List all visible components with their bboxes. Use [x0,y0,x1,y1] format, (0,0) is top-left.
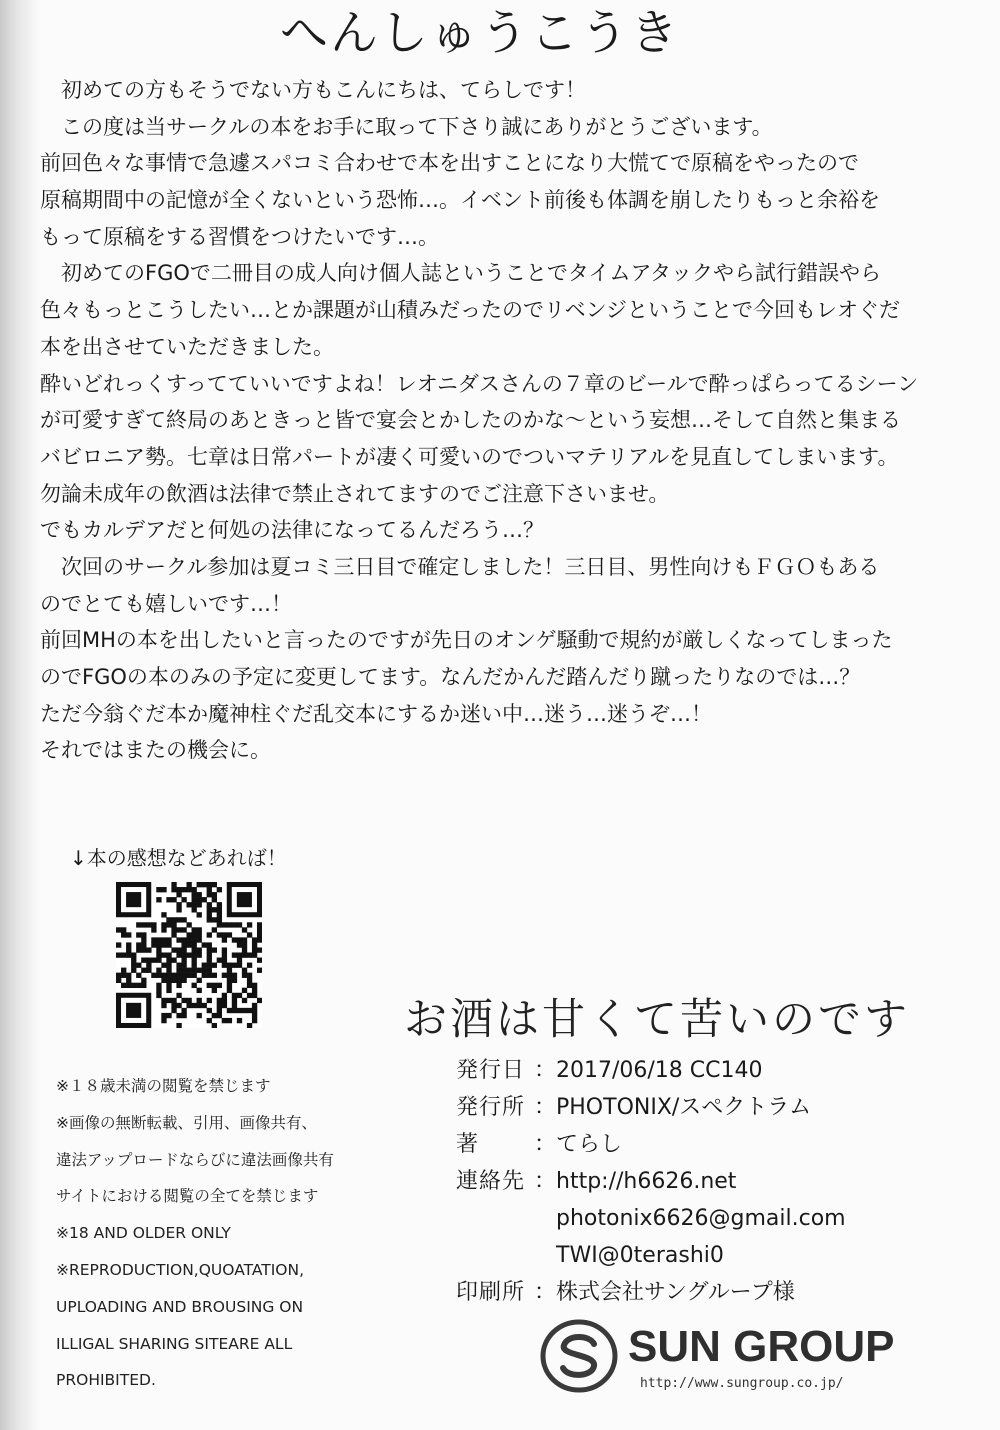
issue-date-row [456,1052,976,1089]
page-gutter-shadow [0,0,40,1430]
printer-value: 株式会社サングループ様 [556,1280,795,1305]
contact-twitter[interactable]: TWI@0terashi0 [556,1243,724,1268]
afterword-line: 勿論未成年の飲酒は法律で禁止されてますのでご注意下さいませ。 [40,481,670,506]
afterword-line: この度は当サークルの本をお手に取って下さり誠にありがとうございます。 [40,114,773,139]
printer-label: 印刷所 [456,1280,526,1305]
afterword-body [40,72,970,769]
colon: ： [534,1169,557,1194]
sun-group-logo-name: SUN GROUP [628,1322,895,1371]
notice-line: UPLOADING AND BROUSING ON [56,1297,304,1316]
publisher-value: PHOTONIX/スペクトラム [556,1095,812,1120]
author-value: てらし [556,1132,623,1157]
contact-email-row [456,1200,976,1237]
qr-caption: ↓本の感想などあれば！ [70,846,287,870]
afterword-heading: へんしゅうこうき [280,5,681,61]
afterword-line: 前回色々な事情で急遽スパコミ合わせで本を出すことになり大慌てで原稿をやったので [40,151,859,176]
afterword-line: 次回のサークル参加は夏コミ三日目で確定しました！三日目、男性向けもＦＧＯもある [40,554,880,579]
colophon [456,1052,976,1311]
author-row [456,1126,976,1163]
sun-group-url[interactable]: http://www.sungroup.co.jp/ [640,1376,844,1391]
author-label: 著 [456,1132,480,1157]
notice-line: ILLIGAL SHARING SITEARE ALL [56,1334,293,1353]
issue-date-value: 2017/06/18 CC140 [556,1058,763,1083]
publisher-label: 発行所 [456,1095,526,1120]
afterword-line: 初めての方もそうでない方もこんにちは、てらしです！ [40,78,586,102]
afterword-line: 酔いどれっくすってていいですよね！レオニダスさんの７章のビールで酔っぱらってるシーン [40,371,919,396]
notice-line: PROHIBITED. [56,1371,156,1390]
afterword-line: それではまたの機会に。 [40,738,271,763]
afterword-line: 前回MHの本を出したいと言ったのですが先日のオンゲ騒動で規約が厳しくなってしまった [40,628,893,653]
afterword-line: もって原稿をする習慣をつけたいです…。 [40,224,439,249]
sun-group-logo [540,1318,940,1398]
colon: ： [534,1280,557,1305]
contact-label: 連絡先 [456,1169,526,1194]
notice-line: ※１８歳未満の閲覧を禁じます [56,1077,271,1095]
afterword-line: バビロニア勢。七章は日常パートが凄く可愛いのでついマテリアルを見直してしまいます。 [40,444,899,469]
printer-row [456,1274,976,1311]
afterword-line: 原稿期間中の記憶が全くないという恐怖…。イベント前後も体調を崩したりもっと余裕を [40,188,880,213]
contact-url[interactable]: http://h6626.net [556,1169,737,1194]
contact-email[interactable]: photonix6626@gmail.com [556,1206,846,1231]
afterword-line: のでとても嬉しいです…！ [40,591,292,616]
notice-line: ※18 AND OLDER ONLY [56,1224,231,1243]
afterword-line: 色々もっとこうしたい…とか課題が山積みだったのでリベンジということで今回もレオぐだ [40,298,901,323]
qr-code-graphic [116,882,262,1028]
contact-twitter-row [456,1237,976,1274]
colon: ： [534,1058,557,1083]
afterword-line: 初めてのFGOで二冊目の成人向け個人誌ということでタイムアタックやら試行錯誤やら [40,261,881,286]
publisher-row [456,1089,976,1126]
afterword-line: が可愛すぎて終局のあときっと皆で宴会とかしたのかな〜という妄想…そして自然と集まる [40,408,901,433]
afterword-line: でもカルデアだと何処の法律になってるんだろう…？ [40,518,544,543]
issue-date-label: 発行日 [456,1058,526,1083]
colon: ： [534,1095,557,1120]
book-title: お酒は甘くて苦いのです [404,995,910,1045]
notice-line: ※REPRODUCTION,QUOATATION, [56,1260,305,1279]
notice-line: サイトにおける閲覧の全てを禁じます [56,1187,319,1206]
afterword-line: 本を出させていただきました。 [40,334,334,359]
notice-line: 違法アップロードならびに違法画像共有 [56,1150,334,1169]
colon: ： [534,1132,557,1157]
sun-group-logo-mark-icon [540,1318,618,1394]
afterword-line: ただ今翁ぐだ本か魔神柱ぐだ乱交本にするか迷い中…迷う…迷うぞ…！ [40,701,712,726]
contact-row [456,1163,976,1200]
age-notice [56,1068,386,1399]
afterword-line: のでFGOの本のみの予定に変更してます。なんだかんだ踏んだり蹴ったりなのでは…？ [40,665,861,689]
notice-line: ※画像の無断転載、引用、画像共有、 [56,1113,317,1132]
qr-code[interactable] [116,882,262,1028]
